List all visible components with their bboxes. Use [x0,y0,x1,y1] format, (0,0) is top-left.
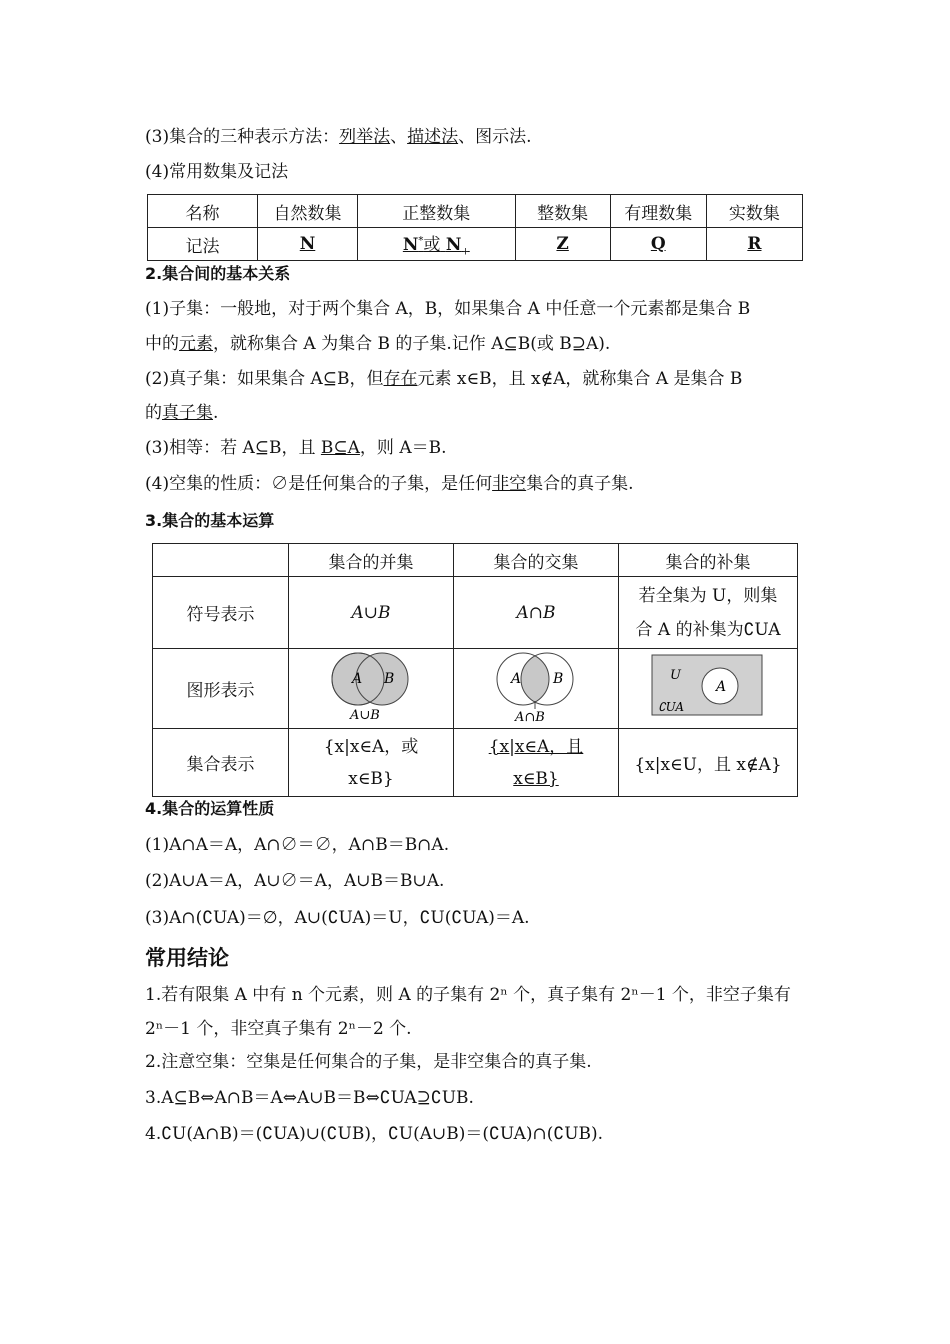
table-row [148,228,803,261]
table-row [153,577,798,649]
table-row [153,729,798,797]
number-sets-table [147,194,803,261]
equality-line: (3)相等：若 A⊆B，且 B⊆A，则 A＝B. [145,438,447,458]
venn-label-a: A [511,671,522,687]
operations-table [152,543,798,797]
methods-line: (3)集合的三种表示方法：列举法、描述法、图示法. [145,127,532,147]
natural-symbol: N [257,228,357,261]
header-cell: 集合的并集 [289,544,454,577]
table-row [153,544,798,577]
intersection-set-builder: {x|x∈A，且 x∈B} [454,729,619,797]
row-label: 记法 [148,228,258,261]
intersection-symbol: A∩B [454,577,619,649]
union-set-builder: {x|x∈A，或 x∈B} [289,729,454,797]
venn-label-b: B [384,671,395,687]
corner-cell [153,544,289,577]
property-2: (2)A∪A＝A，A∪∅＝A，A∪B＝B∪A. [145,871,445,891]
union-figure-label: A∪B [350,708,380,723]
conclusions-heading: 常用结论 [145,946,229,970]
section-2-title: 2.集合间的基本关系 [145,264,291,283]
real-symbol: R [706,228,802,261]
conclusion-1: 1.若有限集 A 中有 n 个元素，则 A 的子集有 2ⁿ 个，真子集有 2ⁿ－1 个，非空子集有 2ⁿ－1 个，非空真子集有 2ⁿ－2 个. [145,985,791,1039]
venn-label-a: A [352,671,363,687]
header-cell: 自然数集 [257,195,357,228]
method-describe: 描述法 [407,127,459,147]
intersection-venn-diagram [481,649,591,723]
conclusion-2: 2.注意空集：空集是任何集合的子集，是非空集合的真子集. [145,1052,592,1072]
intersection-figure-label: A∩B [515,710,545,723]
rational-symbol: Q [610,228,706,261]
venn-circle-b [356,653,408,705]
table-row [153,649,798,729]
property-3: (3)A∩(∁UA)＝∅，A∪(∁UA)＝U，∁U(∁UA)＝A. [145,908,530,928]
section-3-title: 3.集合的基本运算 [145,511,275,530]
complement-label: ∁UA [658,700,685,714]
complement-symbol: 若全集为 U，则集 合 A 的补集为∁UA [619,577,798,649]
header-cell: 名称 [148,195,258,228]
proper-subset-line-2: 的真子集. [145,403,219,423]
complement-set-builder: {x|x∈U，且 x∉A} [619,729,798,797]
union-venn-diagram [316,649,426,723]
complement-diagram [650,653,766,719]
section-4-title: 4.集合的运算性质 [145,799,275,818]
proper-subset-line-1: (2)真子集：如果集合 A⊆B，但存在元素 x∈B，且 x∉A，就称集合 A 是集合 B [145,369,743,389]
complement-figure [619,649,798,729]
conclusion-4: 4.∁U(A∩B)＝(∁UA)∪(∁UB)，∁U(A∪B)＝(∁UA)∩(∁UB). [145,1124,604,1144]
emptyset-line: (4)空集的性质：∅是任何集合的子集，是任何非空集合的真子集. [145,474,634,494]
table-row [148,195,803,228]
header-cell: 整数集 [515,195,610,228]
method-list: 列举法 [339,127,391,147]
header-cell: 有理数集 [610,195,706,228]
union-symbol: A∪B [289,577,454,649]
venn-label-b: B [553,671,564,687]
posint-symbol: N*或 $N_+$ [358,228,516,261]
integer-symbol: Z [515,228,610,261]
header-cell: 集合的交集 [454,544,619,577]
subset-line-1: (1)子集：一般地，对于两个集合 A，B，如果集合 A 中任意一个元素都是集合 B [145,299,751,319]
row-label: 图形表示 [153,649,289,729]
header-cell: 正整数集 [358,195,516,228]
header-cell: 实数集 [706,195,802,228]
union-figure [289,649,454,729]
subset-line-2: 中的元素，就称集合 A 为集合 B 的子集.记作 A⊆B(或 B⊇A). [145,334,611,354]
row-label: 集合表示 [153,729,289,797]
universal-label: U [670,668,681,683]
row-label: 符号表示 [153,577,289,649]
numsets-title: (4)常用数集及记法 [145,162,289,182]
set-a-label: A [716,679,727,695]
property-1: (1)A∩A＝A，A∩∅＝∅，A∩B＝B∩A. [145,835,450,855]
header-cell: 集合的补集 [619,544,798,577]
intersection-figure [454,649,619,729]
conclusion-3: 3.A⊆B⇔A∩B＝A⇔A∪B＝B⇔∁UA⊇∁UB. [145,1088,474,1108]
